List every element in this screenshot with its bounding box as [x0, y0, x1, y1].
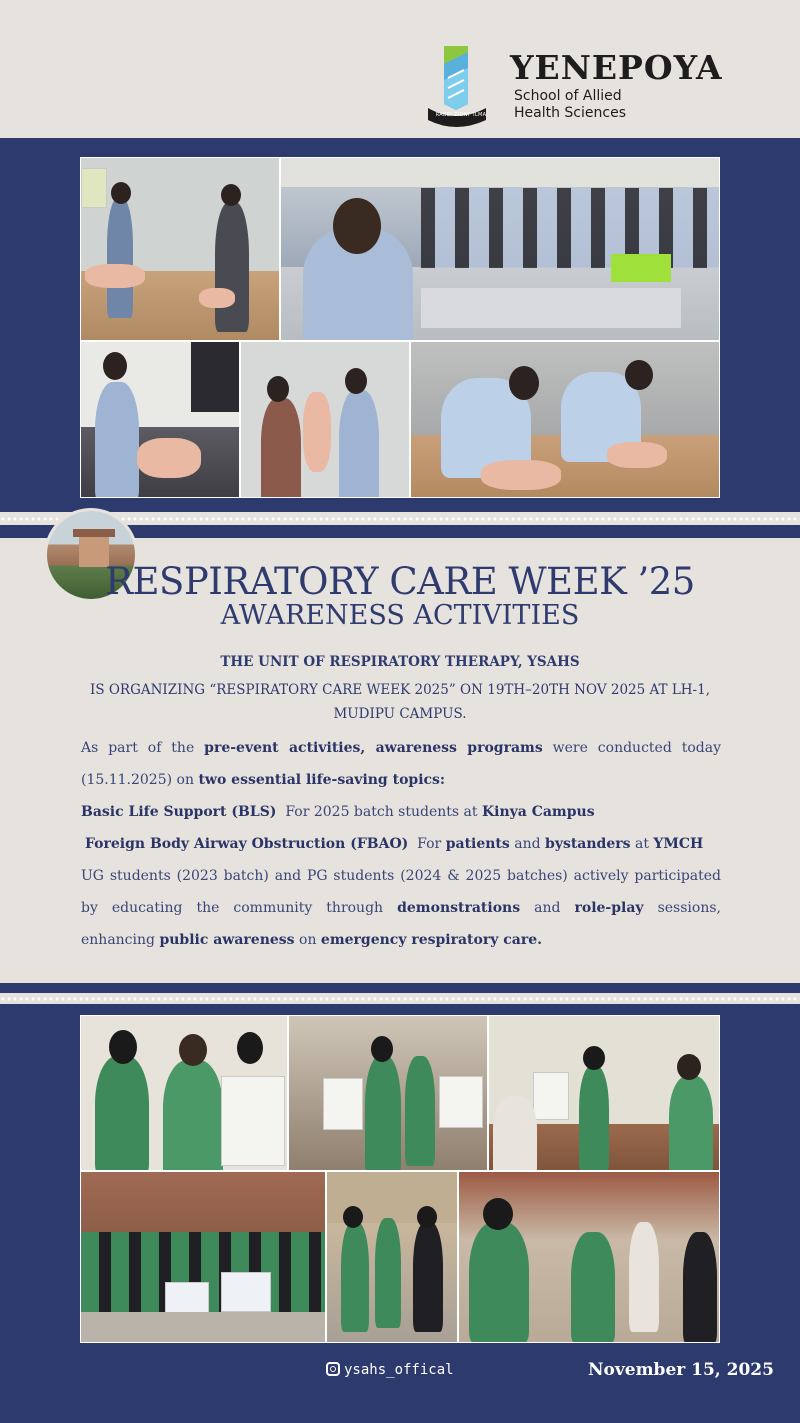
- announcement-line1: IS ORGANIZING “RESPIRATORY CARE WEEK 2025” ON 19TH–20TH NOV 2025 AT LH-1,: [89, 682, 710, 698]
- bold-span: role-play: [574, 900, 644, 916]
- text-span: As part of the: [81, 740, 205, 756]
- text-span: sessions, enhancing: [81, 900, 721, 948]
- bold-span: demonstrations: [397, 900, 521, 916]
- instagram-handle[interactable]: [326, 1362, 454, 1378]
- text-span: and: [509, 836, 546, 852]
- photo-fbao-poster-2: [288, 1015, 488, 1171]
- logo-motto: RABBI ZIDNI 'ILMA: [435, 112, 487, 118]
- photo-outdoor-roleplay: [326, 1171, 458, 1343]
- fbao-line: [85, 828, 725, 860]
- post-date: November 15, 2025: [588, 1360, 774, 1380]
- brand-subtitle-line2: Health Sciences: [514, 105, 626, 121]
- brand-name: YENEPOYA: [510, 48, 723, 87]
- bold-span: emergency respiratory care.: [320, 932, 542, 948]
- photo-bls-demo-2: [80, 341, 240, 498]
- photo-fbao-poster-1: [80, 1015, 288, 1171]
- organizer-line: THE UNIT OF RESPIRATORY THERAPY, YSAHS: [220, 654, 580, 670]
- bold-span: bystanders: [545, 836, 631, 852]
- bls-line: [81, 796, 721, 828]
- announcement: [0, 678, 800, 726]
- bls-place: Kinya Campus: [481, 804, 595, 820]
- announcement-line2: MUDIPU CAMPUS.: [333, 706, 467, 722]
- event-subtitle: AWARENESS ACTIVITIES: [220, 600, 580, 631]
- photo-bls-demo-1: [80, 157, 280, 341]
- header: [0, 0, 800, 138]
- instagram-handle-text: ysahs_offical: [344, 1362, 454, 1378]
- text-span: For: [408, 836, 446, 852]
- photo-classroom: [280, 157, 720, 341]
- bold-span: pre-event activities, awareness programs: [204, 740, 543, 756]
- photo-bls-demo-3: [240, 341, 410, 498]
- divider-band-bottom: [0, 983, 800, 993]
- text-span: UG students (2023 batch) and PG students (2024 & 2025 batches) actively participated by educating the community through: [81, 868, 721, 916]
- instagram-icon: [326, 1362, 340, 1376]
- photo-group: [80, 1171, 326, 1343]
- brand-subtitle-line1: School of Allied: [514, 88, 622, 104]
- text-span: and: [520, 900, 575, 916]
- text-span: For 2025 batch students at: [276, 804, 482, 820]
- text-span: were conducted today (15.11.2025) on: [81, 740, 721, 788]
- event-title: RESPIRATORY CARE WEEK ’25: [105, 560, 695, 603]
- bold-span: public awareness: [159, 932, 295, 948]
- brand-subtitle: [514, 88, 626, 122]
- photo-hospital-corridor: [458, 1171, 720, 1343]
- divider-dots-bottom: [0, 996, 800, 1002]
- text-span: at: [630, 836, 654, 852]
- participation-paragraph: [81, 860, 721, 956]
- intro-paragraph: [81, 732, 721, 796]
- fbao-place: YMCH: [653, 836, 704, 852]
- photo-bls-compressions: [410, 341, 720, 498]
- fbao-title: Foreign Body Airway Obstruction (FBAO): [85, 836, 409, 852]
- bold-span: patients: [445, 836, 510, 852]
- bls-title: Basic Life Support (BLS): [81, 804, 277, 820]
- photo-fbao-waiting-area: [488, 1015, 720, 1171]
- text-span: on: [294, 932, 321, 948]
- bold-span: two essential life-saving topics:: [198, 772, 446, 788]
